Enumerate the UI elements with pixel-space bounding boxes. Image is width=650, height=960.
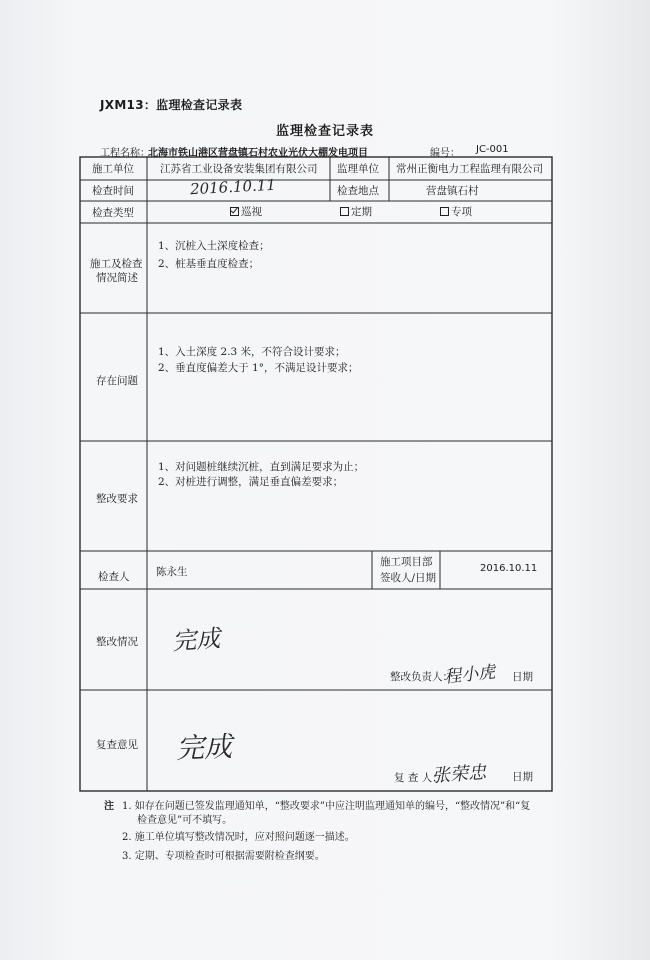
type-option-special[interactable]: 专项 — [440, 206, 472, 218]
project-name-label: 工程名称： — [100, 148, 150, 159]
notes-prefix: 注 — [104, 801, 114, 812]
inspection-type-label: 检查类型 — [92, 207, 134, 219]
reviewer-signature: 张荣忠 — [431, 762, 487, 787]
inspection-time-label: 检查时间 — [92, 185, 134, 197]
situation-item-2: 2、桩基垂直度检查； — [158, 258, 260, 270]
number-label: 编号： — [430, 148, 460, 159]
project-name-value: 北海市铁山港区营盘镇石村农业光伏大棚发电项目 — [148, 148, 368, 159]
note-item-3: 3. 定期、专项检查时可根据需要附检查纲要。 — [122, 851, 325, 862]
review-handwritten: 完成 — [175, 730, 233, 765]
checkbox-icon — [340, 207, 349, 216]
receiver-label-line2: 签收人/日期 — [380, 572, 437, 584]
construction-unit-label: 施工单位 — [92, 163, 134, 175]
type-option-patrol[interactable]: 巡视 — [230, 206, 262, 218]
situation-item-1: 1、沉桩入土深度检查； — [158, 240, 270, 252]
reviewer-label: 复 查 人： — [394, 772, 443, 784]
inspection-time-value: 2016.10.11 — [189, 175, 277, 199]
number-value: JC-001 — [476, 144, 509, 155]
requirement-item-2: 2、对桩进行调整，满足垂直偏差要求； — [158, 476, 344, 488]
checkbox-icon — [440, 207, 449, 216]
note-item-1: 1. 如存在问题已签发监理通知单，“整改要求”中应注明监理通知单的编号，“整改情况”和“复 — [122, 801, 531, 812]
rectification-handwritten: 完成 — [171, 624, 222, 656]
inspector-name: 陈永生 — [156, 566, 188, 578]
inspection-place-value: 营盘镇石村 — [426, 185, 479, 197]
note-item-1-continued: 检查意见”可不填写。 — [137, 815, 233, 826]
type-option-periodic[interactable]: 定期 — [340, 206, 372, 218]
rectification-label: 整改情况 — [96, 636, 138, 648]
rectification-responsible-label: 整改负责人： — [390, 671, 453, 683]
checked-box-icon — [230, 207, 239, 216]
review-label: 复查意见 — [96, 739, 138, 751]
document-code: JXM13：监理检查记录表 — [100, 98, 243, 112]
problem-item-1: 1、入土深度 2.3 米，不符合设计要求； — [158, 346, 346, 358]
inspector-label: 检查人 — [98, 571, 130, 583]
supervision-unit-value: 常州正衡电力工程监理有限公司 — [396, 163, 543, 175]
inspection-place-label: 检查地点 — [337, 185, 379, 197]
construction-unit-value: 江苏省工业设备安装集团有限公司 — [160, 163, 318, 175]
supervision-unit-label: 监理单位 — [337, 163, 379, 175]
form-title: 监理检查记录表 — [275, 124, 374, 139]
requirement-item-1: 1、对问题桩继续沉桩，直到满足要求为止； — [158, 461, 365, 473]
rectification-date-label: 日期 — [512, 671, 533, 683]
situation-label-line1: 施工及检查 — [90, 258, 143, 270]
review-date-label: 日期 — [512, 771, 533, 783]
problem-item-2: 2、垂直度偏差大于 1°，不满足设计要求； — [158, 362, 359, 374]
rectification-signature: 程小虎 — [443, 662, 497, 688]
receiver-label-line1: 施工项目部 — [380, 556, 433, 568]
note-item-2: 2. 施工单位填写整改情况时，应对照问题逐一描述。 — [122, 832, 355, 843]
requirements-label: 整改要求 — [96, 493, 138, 505]
problems-label: 存在问题 — [96, 375, 138, 387]
situation-label-line2: 情况简述 — [96, 272, 138, 284]
receiver-date: 2016.10.11 — [480, 563, 538, 574]
